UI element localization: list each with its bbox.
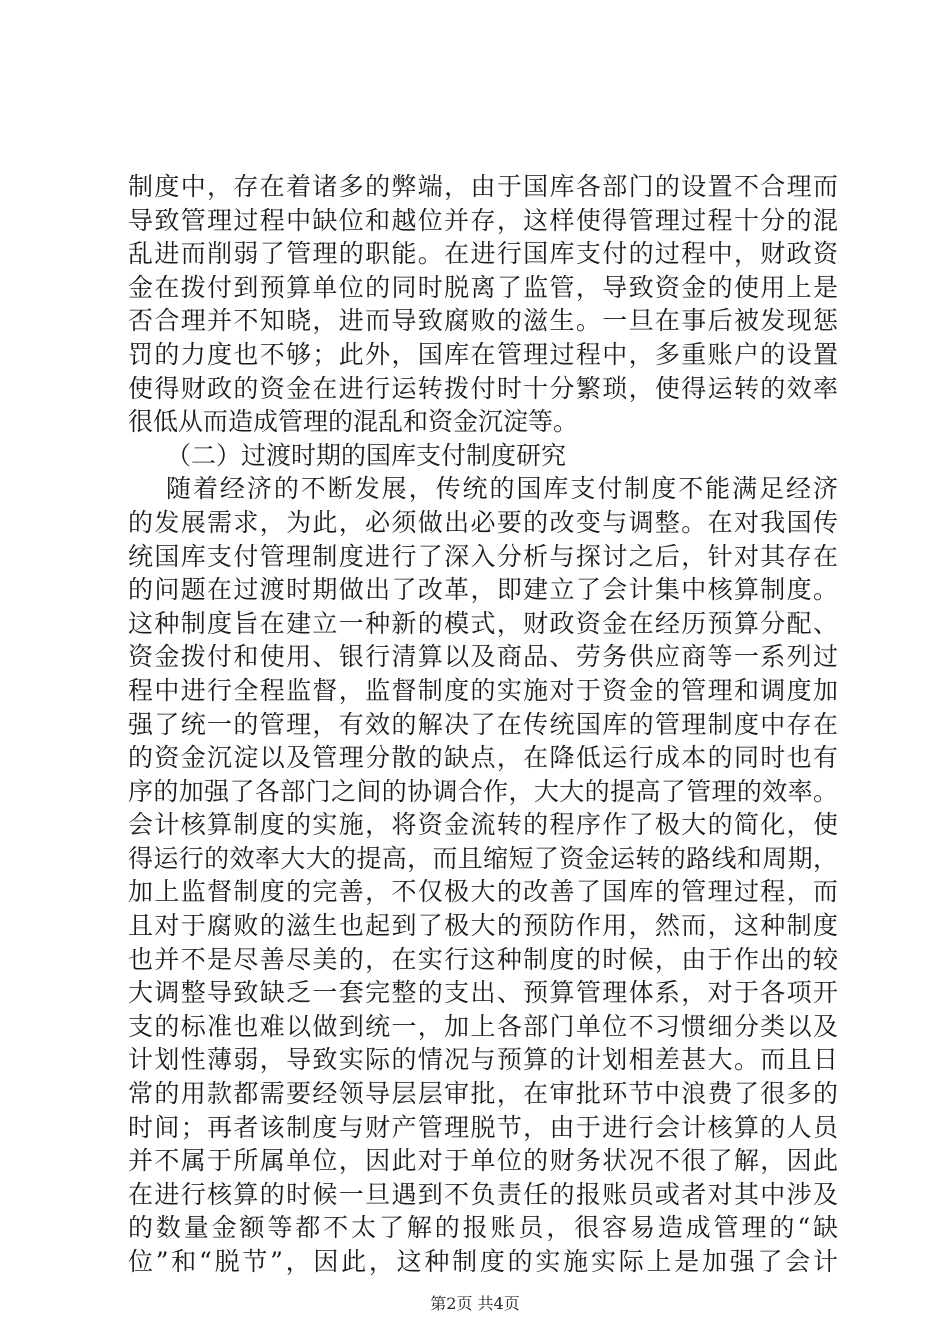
section-heading: （二）过渡时期的国库支付制度研究 bbox=[166, 440, 567, 470]
text-line: 位”和“脱节”，因此，这种制度的实施实际上是加强了会计 bbox=[128, 1247, 838, 1276]
text-line: 时间；再者该制度与财产管理脱节，由于进行会计核算的人员 bbox=[128, 1112, 838, 1142]
text-line: 的问题在过渡时期做出了改革，即建立了会计集中核算制度。 bbox=[128, 575, 838, 605]
text-line: 导致管理过程中缺位和越位并存，这样使得管理过程十分的混 bbox=[128, 205, 838, 235]
text-line: 罚的力度也不够；此外，国库在管理过程中，多重账户的设置 bbox=[128, 339, 838, 369]
text-line: 使得财政的资金在进行运转拨付时十分繁琐，使得运转的效率 bbox=[128, 373, 838, 403]
body-text bbox=[128, 170, 838, 1279]
text-line: 也并不是尽善尽美的，在实行这种制度的时候，由于作出的较 bbox=[128, 944, 838, 974]
text-line: 支的标准也难以做到统一，加上各部门单位不习惯细分类以及 bbox=[128, 1011, 838, 1041]
text-line: 制度中，存在着诸多的弊端，由于国库各部门的设置不合理而 bbox=[128, 172, 838, 201]
text-line: 计划性薄弱，导致实际的情况与预算的计划相差甚大。而且日 bbox=[128, 1045, 838, 1075]
text-line: 常的用款都需要经领导层层审批，在审批环节中浪费了很多的 bbox=[128, 1079, 838, 1109]
text-line: 并不属于所属单位，因此对于单位的财务状况不很了解，因此 bbox=[128, 1146, 838, 1176]
text-line: 加上监督制度的完善，不仅极大的改善了国库的管理过程，而 bbox=[128, 877, 838, 907]
text-line: 统国库支付管理制度进行了深入分析与探讨之后，针对其存在 bbox=[128, 541, 838, 571]
text-line: 否合理并不知晓，进而导致腐败的滋生。一旦在事后被发现惩 bbox=[128, 306, 838, 336]
text-line: 金在拨付到预算单位的同时脱离了监管，导致资金的使用上是 bbox=[128, 272, 838, 302]
text-line: 大调整导致缺乏一套完整的支出、预算管理体系，对于各项开 bbox=[128, 978, 838, 1008]
text-line: 会计核算制度的实施，将资金流转的程序作了极大的简化，使 bbox=[128, 810, 838, 840]
text-line: 这种制度旨在建立一种新的模式，财政资金在经历预算分配、 bbox=[128, 608, 838, 638]
text-line: 的资金沉淀以及管理分散的缺点，在降低运行成本的同时也有 bbox=[128, 743, 838, 773]
text-line: 序的加强了各部门之间的协调合作，大大的提高了管理的效率。 bbox=[128, 776, 838, 806]
text-line: 随着经济的不断发展，传统的国库支付制度不能满足经济 bbox=[166, 474, 838, 504]
text-line: 程中进行全程监督，监督制度的实施对于资金的管理和调度加 bbox=[128, 675, 838, 705]
text-line: 的数量金额等都不太了解的报账员，很容易造成管理的“缺 bbox=[128, 1213, 838, 1243]
text-line: 的发展需求，为此，必须做出必要的改变与调整。在对我国传 bbox=[128, 507, 838, 537]
text-line: 资金拨付和使用、银行清算以及商品、劳务供应商等一系列过 bbox=[128, 642, 838, 672]
text-line: 在进行核算的时候一旦遇到不负责任的报账员或者对其中涉及 bbox=[128, 1179, 838, 1209]
text-line: 且对于腐败的滋生也起到了极大的预防作用，然而，这种制度 bbox=[128, 911, 838, 941]
text-line: 得运行的效率大大的提高，而且缩短了资金运转的路线和周期， bbox=[128, 843, 838, 873]
text-line: 强了统一的管理，有效的解决了在传统国库的管理制度中存在 bbox=[128, 709, 838, 739]
text-line: 乱进而削弱了管理的职能。在进行国库支付的过程中，财政资 bbox=[128, 239, 838, 269]
page-footer: 第2页 共4页 bbox=[430, 1294, 520, 1313]
text-line: 很低从而造成管理的混乱和资金沉淀等。 bbox=[128, 407, 579, 437]
